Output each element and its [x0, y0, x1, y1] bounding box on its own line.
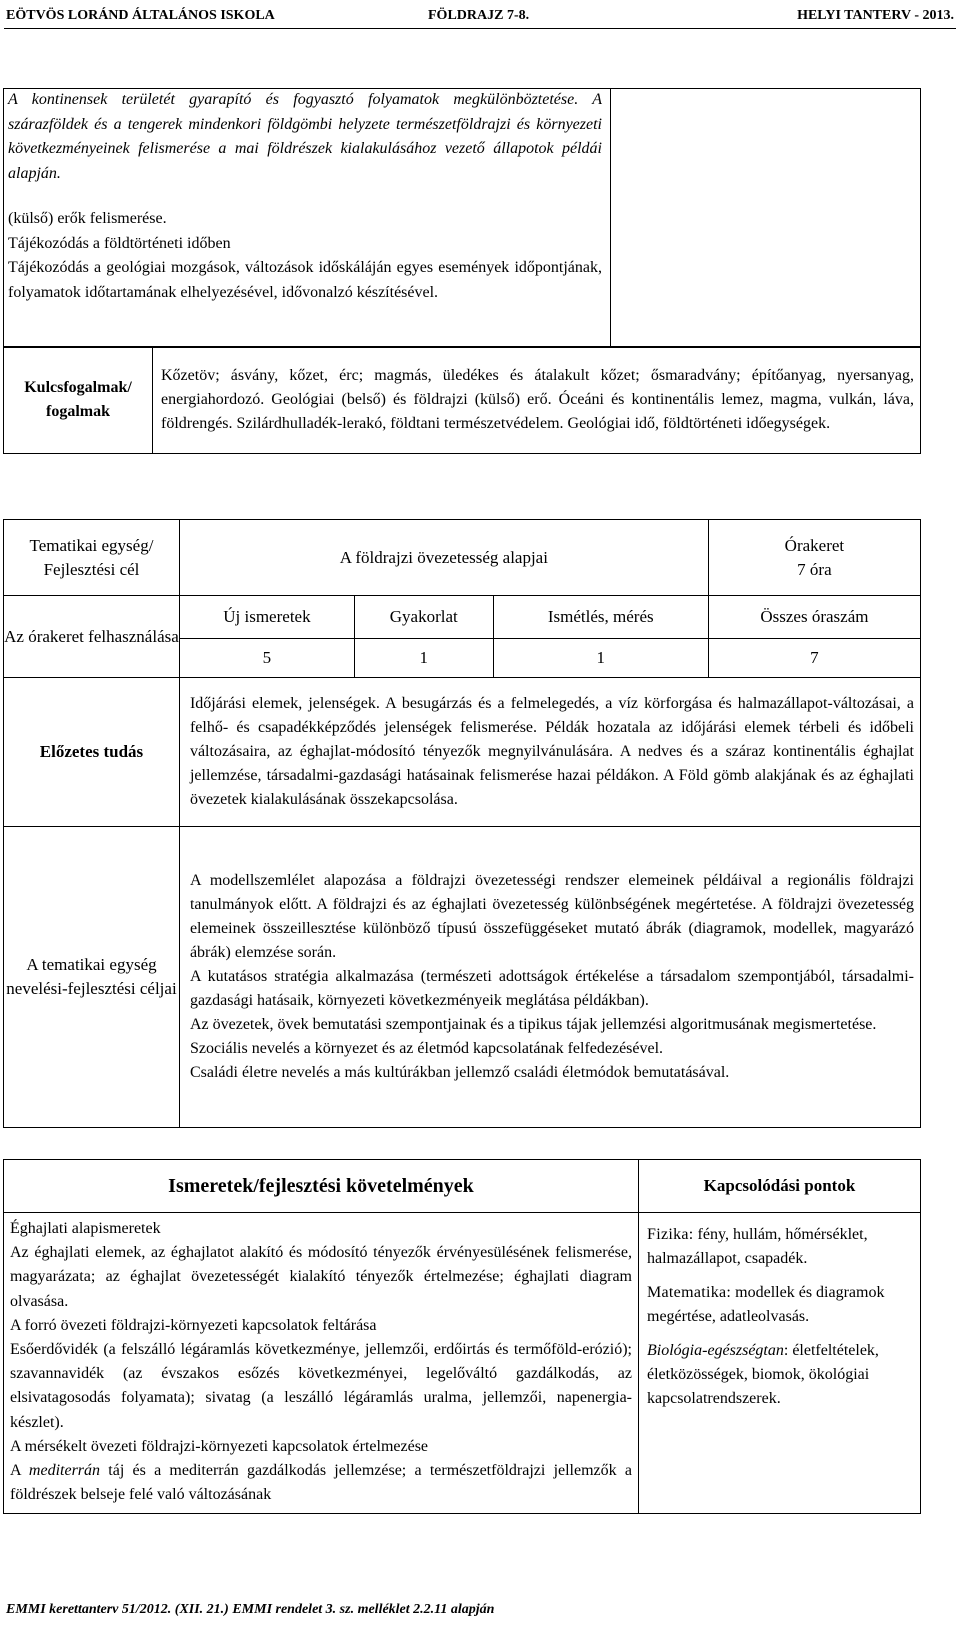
requirements-header: Ismeretek/fejlesztési követelmények	[4, 1160, 639, 1213]
connection-subject: Biológia-egészségtan	[647, 1342, 784, 1359]
page-footer: EMMI kerettanterv 51/2012. (XII. 21.) EMMI rendelet 3. sz. melléklet 2.2.11 alapján	[6, 1602, 495, 1617]
text-fragment: táj és a mediterrán gazdálkodás jellemzése; a természetföldrajzi jellemzők a földrészek belseje felé való változásának	[10, 1462, 632, 1504]
prior-knowledge-label: Előzetes tudás	[4, 678, 180, 827]
page-header	[6, 8, 954, 30]
goals-text	[179, 827, 920, 1128]
key-concepts-table	[3, 346, 921, 454]
connection-physics	[647, 1223, 914, 1271]
usage-value-total: 7	[708, 639, 920, 678]
paragraph-geologic-time: Tájékozódás a geológiai mozgások, változások időskáláján egyes események időpontjának, folyamatok időtartamának elhelyezésével, idővonalzó készítésével.	[8, 259, 602, 301]
goals-paragraph: Családi életre nevelés a más kultúrákban jellemző családi életmódok bemutatásával.	[189, 1064, 730, 1081]
line-external-forces: (külső) erők felismerése.	[8, 210, 167, 227]
text-fragment-italic: mediterrán	[28, 1462, 101, 1480]
usage-header-practice: Gyakorlat	[354, 596, 493, 639]
top-section-text	[8, 88, 602, 305]
connection-subject: Fizika:	[647, 1226, 694, 1243]
key-concepts-label: Kulcsfogalmak/ fogalmak	[4, 347, 153, 454]
usage-header-total: Összes óraszám	[708, 596, 920, 639]
usage-value-revision: 1	[493, 639, 708, 678]
connection-math	[647, 1281, 914, 1329]
prior-knowledge-text: Időjárási elemek, jelenségek. A besugárzás és a felmelegedés, a víz körforgása és halmazállapot-változásai, a felhő- és csapadékképződés jelenségek felismerése. Példák hozatala az időjárási elemek térbeli és időbeli változásaira, az éghajlat-módosító tényezők megnyilvánulására. A nedves és a száraz kontinentális éghajlat jellemzése, társadalmi-gazdasági hatásainak felismerése hazai példákon. A Föld gömb alakjának és az éghajlati övezetek kialakulásának összekapcsolása.	[179, 678, 920, 827]
goals-paragraph: A kutatásos stratégia alkalmazása (természeti adottságok értékelése a társadalom szempontjából, társadalmi-gazdasági hatásaik, környezeti következményeik meglátása példákban).	[189, 968, 914, 1009]
usage-header-revision: Ismétlés, mérés	[493, 596, 708, 639]
hours-label: Órakeret	[784, 535, 845, 555]
connection-subject: Matematika:	[647, 1284, 732, 1301]
document-name: HELYI TANTERV - 2013.	[797, 8, 954, 23]
connections-header: Kapcsolódási pontok	[639, 1160, 921, 1213]
goals-paragraph: A modellszemlélet alapozása a földrajzi övezetességi rendszer elemeinek példáival a regionális földrajzi tanulmányok előtt. A földrajzi és az éghajlati övezetesség különbségének megértetése. A földrajzi övezetesség elemeinek összeillesztése különböző típusú összefüggéseket mutató ábrák (diagramok, modellek, magyarázó ábrák) elemzése során.	[189, 872, 914, 961]
unit-title: A földrajzi övezetesség alapjai	[179, 520, 708, 596]
header-divider	[4, 28, 956, 29]
paragraph-climate: Az éghajlati elemek, az éghajlatot alakító és módosító tényezők érvényesülésének felismerése, magyarázata; az éghajlat övezetességét kialakító tényezők értelmezése; éghajlati diagram olvasása.	[10, 1244, 632, 1310]
usage-value-new: 5	[179, 639, 354, 678]
paragraph-territories: A kontinensek területét gyarapító és fogyasztó folyamatok megkülönböztetése. A szárazföldek és a tengerek mindenkori földgömbi helyzete természetföldrajzi és környezeti következményeinek felismerése a mai földrészek kialakulásához vezető állapotok példái alapján.	[8, 91, 602, 182]
paragraph-intro-italic	[8, 88, 602, 186]
subject-name: FÖLDRAJZ 7-8.	[428, 8, 530, 23]
unit-label: Tematikai egység/ Fejlesztési cél	[4, 520, 180, 596]
goals-label: A tematikai egység nevelési-fejlesztési céljai	[4, 827, 180, 1128]
connection-text: modellek és diagramok megértése, adatleolvasás.	[647, 1284, 885, 1325]
usage-label: Az órakeret felhasználása	[4, 596, 180, 678]
connection-text: fény, hullám, hőmérséklet, halmazállapot, csapadék.	[647, 1226, 868, 1267]
connection-biology	[647, 1339, 914, 1411]
goals-paragraph: Szociális nevelés a környezet és az életmód kapcsolatának felfedezésével.	[189, 1040, 664, 1057]
school-name: EÖTVÖS LORÁND ÁLTALÁNOS ISKOLA	[6, 8, 275, 23]
column-divider	[610, 88, 611, 346]
heading-geologic-time: Tájékozódás a földtörténeti időben	[8, 234, 231, 252]
paragraph-tropical: Esőerdővidék (a felszálló légáramlás következménye, jellemzői, erdőirtás és termőföld-erózió); szavannavidék (az évszakos esőzés következményei, legelőváltó gazdálkodás, az elsivatagosodás folyamata); sivatag (a leszálló légáramlás uralma, jellemzői, napenergia-készlet).	[10, 1341, 632, 1431]
hours-value: 7 óra	[797, 559, 832, 579]
connection-text: : életfeltételek, életközösségek, biomok, ökológiai kapcsolatrendszerek.	[647, 1342, 879, 1407]
usage-header-new: Új ismeretek	[179, 596, 354, 639]
requirements-table	[3, 1159, 921, 1514]
key-concepts-text: Kőzetöv; ásvány, kőzet, érc; magmás, üledékes és átalakult kőzet; ősmaradvány; építőanyag, nyersanyag, energiahordozó. Geológiai (belső) és földrajzi (külső) erő. Óceáni és kontinentális lemez, magma, vulkán, láva, földrengés. Szilárdhulladék-lerakó, földtani természetvédelem. Geológiai idő, földtörténeti időegységek.	[153, 347, 921, 454]
heading-temperate-zone: A mérsékelt övezeti földrajzi-környezeti kapcsolatok értelmezése	[10, 1437, 429, 1455]
goals-paragraph: Az övezetek, övek bemutatási szempontjainak és a tipikus tájak jellemzési algoritmusának megismertetése.	[189, 1016, 877, 1033]
unit-hours	[708, 520, 920, 596]
heading-climate-basics: Éghajlati alapismeretek	[10, 1220, 161, 1237]
heading-tropical-zone: A forró övezeti földrajzi-környezeti kapcsolatok feltárása	[10, 1316, 377, 1334]
requirements-content	[4, 1213, 639, 1514]
text-fragment: A	[10, 1462, 29, 1480]
paragraph-temperate	[10, 1459, 632, 1507]
connections-content	[639, 1213, 921, 1514]
unit-table	[3, 519, 921, 1128]
usage-value-practice: 1	[354, 639, 493, 678]
